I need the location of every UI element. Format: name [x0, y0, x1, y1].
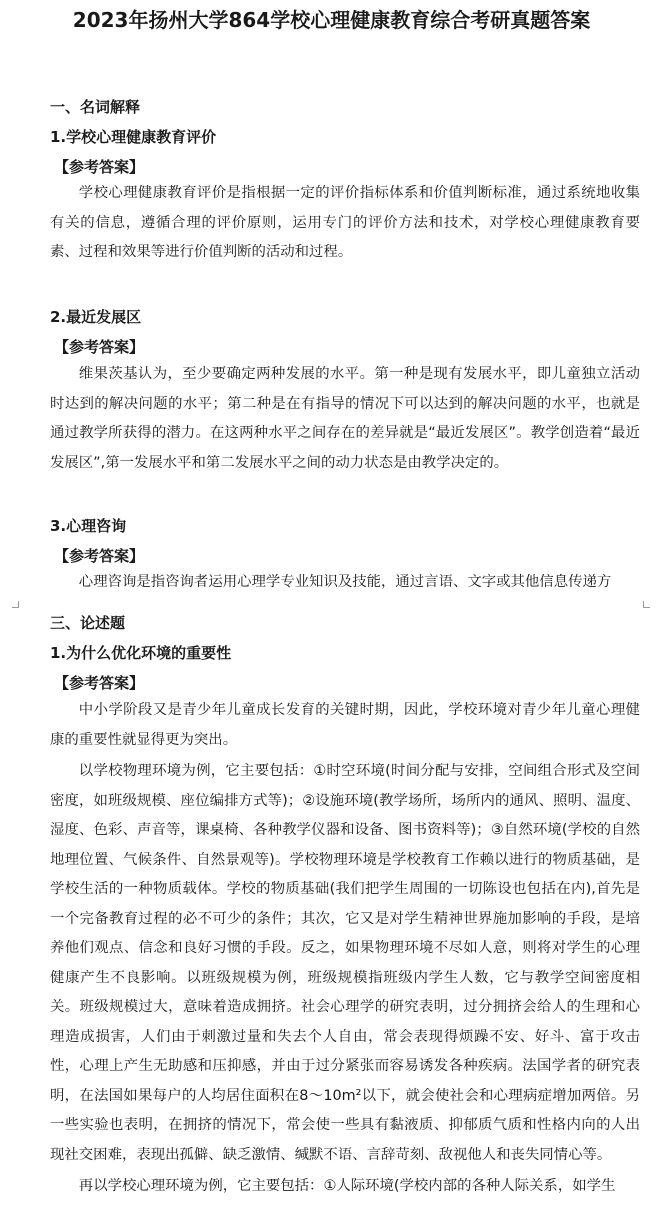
page-corner-mark-left — [12, 601, 19, 608]
answer-text: 心理咨询是指咨询者运用心理学专业知识及技能，通过言语、文字或其他信息传递方 — [78, 574, 612, 590]
question-3 — [50, 516, 640, 598]
section-heading-definitions: 一、名词解释 — [50, 98, 141, 116]
question-2 — [50, 307, 640, 479]
question-2-heading: 2.最近发展区 — [50, 308, 142, 326]
question-3-heading: 3.心理咨询 — [50, 517, 127, 535]
essay-1 — [50, 643, 640, 1229]
answer-tag: 【参考答案】 — [54, 674, 145, 692]
answer-paragraph-2: 以学校物理环境为例，它主要包括：①时空环境(时间分配与安排，空间组合形式及空间密度，如班级规模、座位编排方式等)；②设施环境(教学场所，场所内的通风、照明、温度、湿度、色彩、声音等，课桌椅、各种教学仪器和设备、图书资料等)；③自然环境(学校的自然地理位置、气候条件、自然景观等)。学校物理环境是学校教育工作赖以进行的物质基础，是学校生活的一种物质载体。学校的物质基础(我们把学生周围的一切陈设也包括在内),首先是一个完备教育过程的必不可少的条件；其次，它又是对学生精神世界施加影响的手段，是培养他们观点、信念和良好习惯的手段。反之，如果物理环境不尽如人意，则将对学生的心理健康产生不良影响。以班级规模为例，班级规模指班级内学生人数，它与教学空间密度相关。班级规模过大，意味着造成拥挤。社会心理学的研究表明，过分拥挤会给人的生理和心理造成损害，人们由于刺激过量和失去个人自由，常会表现得烦躁不安、好斗、富于攻击性，心理上产生无助感和压抑感，并由于过分紧张而容易诱发各种疾病。法国学者的研究表明，在法国如果每户的人均居住面积在8～10m²以下，就会使社会和心理病症增加两倍。另一些实验也表明，在拥挤的情况下，常会使一些具有黏液质、抑郁质气质和性格内向的人出现社交困难，表现出孤僻、缺乏激情、缄默不语、言辞苛刻、敌视他人和丧失同情心等。 — [50, 763, 640, 1163]
section-heading-essays: 三、论述题 — [50, 614, 126, 632]
answer-tag: 【参考答案】 — [54, 158, 145, 176]
answer-text: 维果茨基认为，至少要确定两种发展的水平。第一种是现有发展水平，即儿童独立活动时达到的解决问题的水平；第二种是在有指导的情况下可以达到的解决问题的水平，也就是通过教学所获得的潜力。在这两种水平之间存在的差异就是“最近发展区”。教学创造着“最近发展区”,第一发展水平和第二发展水平之间的动力状态是由教学决定的。 — [50, 366, 640, 472]
page-corner-mark-right — [643, 601, 650, 608]
question-1 — [50, 127, 640, 268]
answer-paragraph-1: 中小学阶段又是青少年儿童成长发育的关键时期，因此，学校环境对青少年儿童心理健康的重要性就显得更为突出。 — [50, 702, 640, 748]
answer-paragraph-3: 再以学校心理环境为例，它主要包括：①人际环境(学校内部的各种人际关系，如学生 — [78, 1178, 616, 1194]
answer-tag: 【参考答案】 — [54, 547, 145, 565]
document-title: 2023年扬州大学864学校心理健康教育综合考研真题答案 — [72, 8, 591, 32]
answer-tag: 【参考答案】 — [54, 338, 145, 356]
question-1-heading: 1.学校心理健康教育评价 — [50, 128, 217, 146]
answer-text: 学校心理健康教育评价是指根据一定的评价指标体系和价值判断标准，通过系统地收集有关的信息，遵循合理的评价原则，运用专门的评价方法和技术，对学校心理健康教育要素、过程和效果等进行价值判断的活动和过程。 — [50, 185, 640, 261]
essay-1-heading: 1.为什么优化环境的重要性 — [50, 644, 232, 662]
